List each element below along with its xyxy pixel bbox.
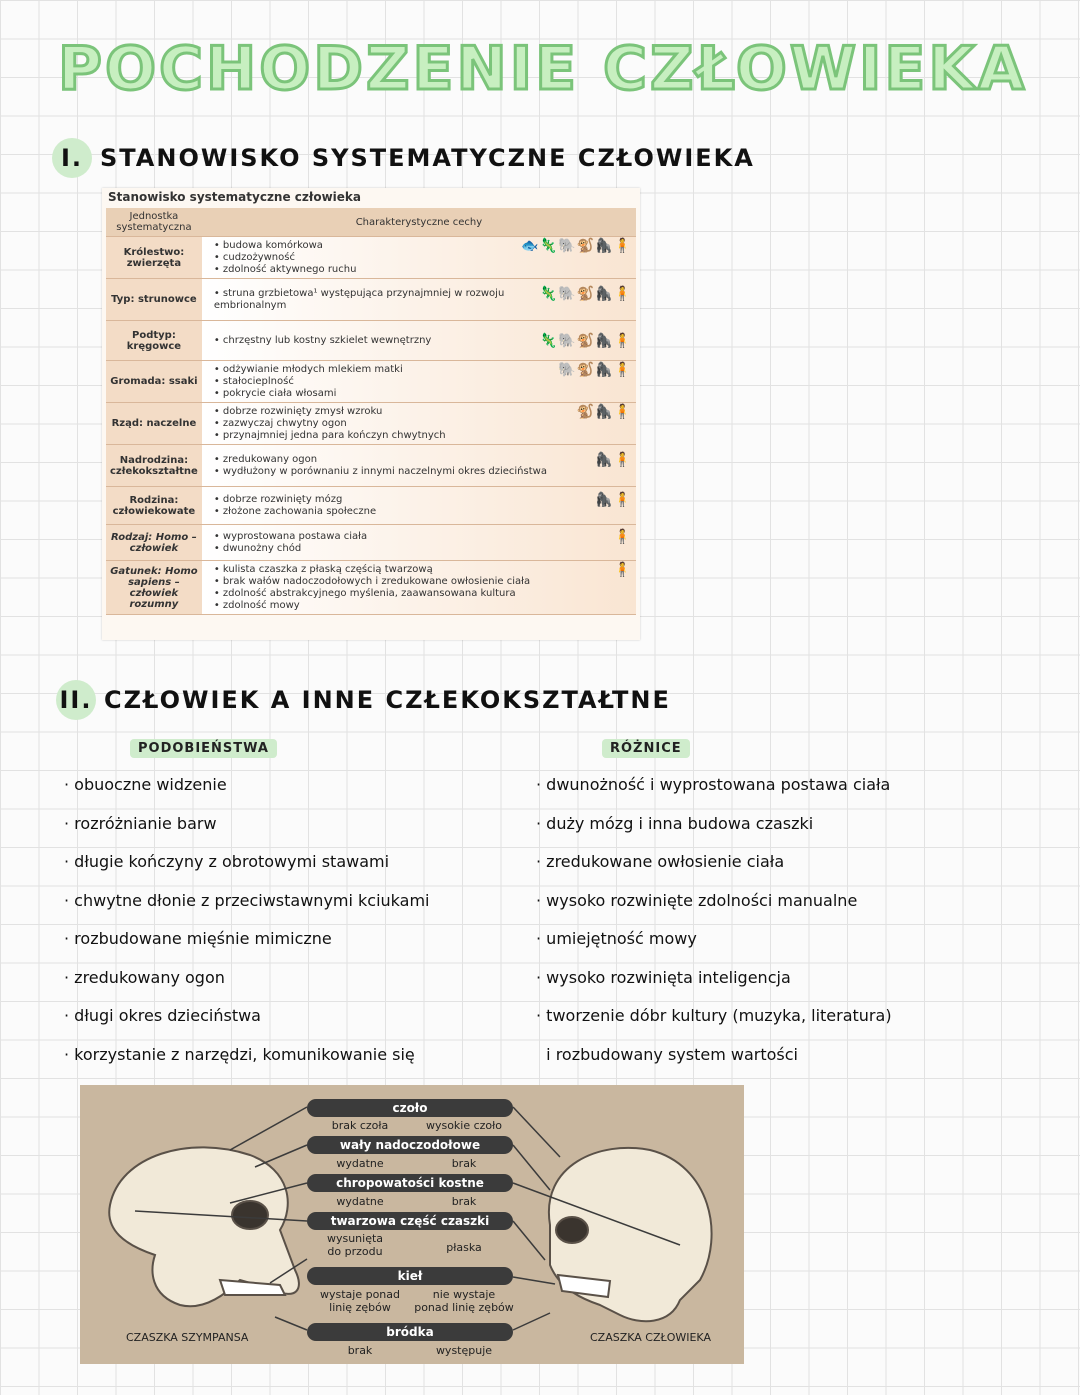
animal-silhouettes-icon: 🦎🐘🐒🦍🧍 — [539, 285, 632, 302]
section-1-title: STANOWISKO SYSTEMATYCZNE CZŁOWIEKA — [100, 144, 755, 172]
table-level: Królestwo: zwierzęta — [106, 237, 202, 279]
skull-comparison-figure — [80, 1085, 744, 1364]
table-row — [106, 525, 636, 561]
systematics-table — [106, 208, 636, 615]
differences-label: RÓŻNICE — [602, 737, 690, 756]
animal-silhouettes-icon: 🦎🐘🐒🦍🧍 — [539, 332, 632, 349]
feature-pill: czoło — [307, 1099, 513, 1117]
list-item: · obuoczne widzenie — [64, 775, 227, 794]
table-features: 🐟🦎🐘🐒🦍🧍 • budowa komórkowa • cudzożywność • zdolność aktywnego ruchu — [202, 237, 636, 279]
table-level: Gatunek: Homo sapiens – człowiek rozumny — [106, 561, 202, 615]
animal-silhouettes-icon: 🐘🐒🦍🧍 — [558, 361, 632, 378]
feature-pill: kieł — [307, 1267, 513, 1285]
table-level: Typ: strunowce — [106, 279, 202, 321]
list-item: · dwunożność i wyprostowana postawa ciała — [536, 775, 891, 794]
chimp-value: wystaje ponad linię zębów — [319, 1288, 401, 1314]
list-item: · tworzenie dóbr kultury (muzyka, literatura) — [536, 1006, 892, 1025]
table-row — [106, 403, 636, 445]
table-level: Rząd: naczelne — [106, 403, 202, 445]
table-features: 🧍 • wyprostowana postawa ciała • dwunożny chód — [202, 525, 636, 561]
human-value: płaska — [446, 1241, 482, 1254]
table-features: 🦎🐘🐒🦍🧍 • struna grzbietowa¹ występująca przynajmniej w rozwoju embrionalnym — [202, 279, 636, 321]
table-features: 🦍🧍 • zredukowany ogon • wydłużony w porównaniu z innymi naczelnymi okres dzieciństwa — [202, 445, 636, 487]
table-features: 🦎🐘🐒🦍🧍 • chrzęstny lub kostny szkielet wewnętrzny — [202, 321, 636, 361]
feature-pill: chropowatości kostne — [307, 1174, 513, 1192]
list-item: · chwytne dłonie z przeciwstawnymi kciukami — [64, 890, 430, 910]
human-value: brak — [451, 1157, 477, 1170]
animal-silhouettes-icon: 🐟🦎🐘🐒🦍🧍 — [521, 237, 632, 254]
table-row — [106, 237, 636, 279]
table-row — [106, 445, 636, 487]
page-title: POCHODZENIE CZŁOWIEKA — [58, 34, 1028, 104]
table-caption: Stanowisko systematyczne człowieka — [108, 190, 361, 204]
table-level: Podtyp: kręgowce — [106, 321, 202, 361]
table-row — [106, 487, 636, 525]
section-1-heading — [52, 138, 755, 178]
list-item: · rozróżnianie barw — [64, 813, 217, 833]
list-item: · zredukowany ogon — [64, 967, 225, 987]
list-item: · umiejętność mowy — [536, 929, 697, 948]
table-level: Rodzina: człowiekowate — [106, 487, 202, 525]
list-item: i rozbudowany system wartości — [546, 1044, 798, 1064]
similarities-label: PODOBIEŃSTWA — [130, 737, 277, 756]
feature-pill: wały nadoczodołowe — [307, 1136, 513, 1154]
chimp-value: brak czoła — [331, 1119, 389, 1132]
table-row — [106, 321, 636, 361]
table-level: Rodzaj: Homo – człowiek — [106, 525, 202, 561]
table-level: Nadrodzina: człekokształtne — [106, 445, 202, 487]
animal-silhouettes-icon: 🐒🦍🧍 — [576, 403, 632, 420]
list-item: · korzystanie z narzędzi, komunikowanie się — [64, 1044, 415, 1064]
table-row — [106, 561, 636, 615]
list-item: · długie kończyny z obrotowymi stawami — [64, 852, 390, 871]
table-features: 🦍🧍 • dobrze rozwinięty mózg • złożone zachowania społeczne — [202, 487, 636, 525]
human-value: brak — [451, 1195, 477, 1208]
animal-silhouettes-icon: 🧍 — [613, 561, 632, 578]
table-features: 🐒🦍🧍 • dobrze rozwinięty zmysł wzroku • zazwyczaj chwytny ogon • przynajmniej jedna para kończyn chwytnych — [202, 403, 636, 445]
animal-silhouettes-icon: 🦍🧍 — [595, 451, 632, 468]
table-row — [106, 279, 636, 321]
human-value: występuje — [435, 1344, 493, 1357]
list-item: · rozbudowane mięśnie mimiczne — [64, 929, 332, 948]
differences-list — [536, 766, 1046, 1074]
chimp-value: wydatne — [336, 1195, 384, 1208]
chimp-value: wydatne — [336, 1157, 384, 1170]
table-header-level: Jednostka systematyczna — [106, 208, 202, 237]
human-value: nie wystaje ponad linię zębów — [414, 1288, 514, 1314]
human-skull-label: CZASZKA CZŁOWIEKA — [590, 1331, 711, 1344]
section-2-number: II. — [56, 680, 96, 720]
section-2-title: CZŁOWIEK A INNE CZŁEKOKSZTAŁTNE — [104, 686, 671, 714]
feature-pill: twarzowa część czaszki — [307, 1212, 513, 1230]
animal-silhouettes-icon: 🧍 — [613, 528, 632, 545]
table-header-features: Charakterystyczne cechy — [202, 208, 636, 237]
table-level: Gromada: ssaki — [106, 361, 202, 403]
list-item: · zredukowane owłosienie ciała — [536, 852, 785, 871]
human-skull-icon — [549, 1148, 712, 1321]
table-row — [106, 361, 636, 403]
systematics-table-photo — [102, 188, 640, 640]
similarities-list — [64, 766, 534, 1074]
section-2-heading — [56, 680, 671, 720]
list-item: · długi okres dzieciństwa — [64, 1006, 261, 1025]
chimp-value: wysunięta do przodu — [326, 1232, 384, 1258]
table-features: 🐘🐒🦍🧍 • odżywianie młodych mlekiem matki • stałocieplność • pokrycie ciała włosami — [202, 361, 636, 403]
section-1-number: I. — [52, 138, 92, 178]
table-features: 🧍 • kulista czaszka z płaską częścią twarzową • brak wałów nadoczodołowych i zredukowane owłosienie ciała • zdolność abstrakcyjnego myślenia, zaawansowana kultura • zdolność mowy — [202, 561, 636, 615]
chimp-value: brak — [347, 1344, 373, 1357]
human-value: wysokie czoło — [425, 1119, 503, 1132]
list-item: · wysoko rozwinięta inteligencja — [536, 967, 791, 987]
chimp-skull-label: CZASZKA SZYMPANSA — [126, 1331, 249, 1344]
feature-pill: bródka — [307, 1323, 513, 1341]
list-item: · duży mózg i inna budowa czaszki — [536, 813, 814, 833]
list-item: · wysoko rozwinięte zdolności manualne — [536, 890, 858, 910]
animal-silhouettes-icon: 🦍🧍 — [595, 491, 632, 508]
